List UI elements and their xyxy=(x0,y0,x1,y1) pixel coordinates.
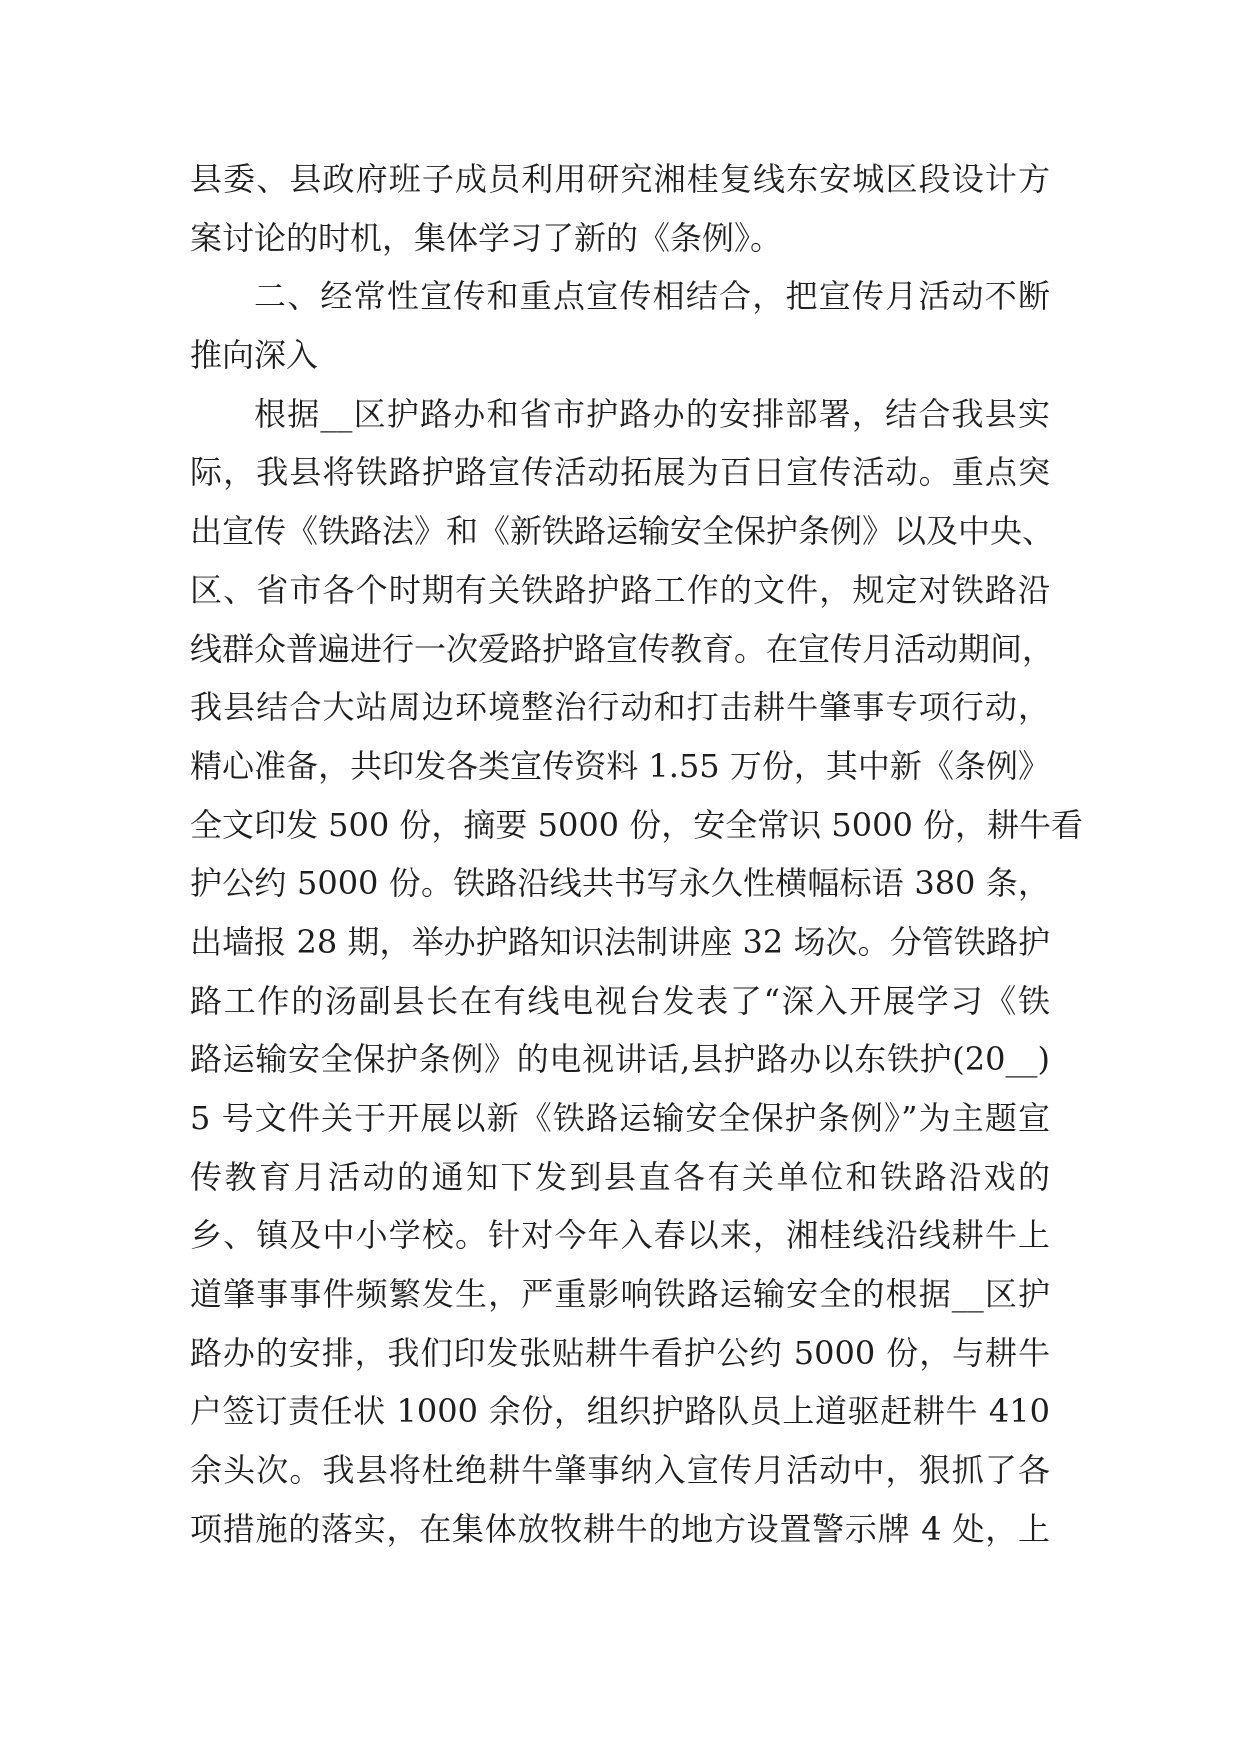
text-line: 乡、镇及中小学校。针对今年入春以来，湘桂线沿线耕牛上 xyxy=(190,1216,1050,1255)
document-body xyxy=(190,150,1083,1559)
section-heading: 二、经常性宣传和重点宣传相结合，把宣传月活动不断 xyxy=(254,277,1050,316)
text-line: 全文印发 500 份，摘要 5000 份，安全常识 5000 份，耕牛看 xyxy=(190,805,1083,844)
text-line: 我县结合大站周边环境整治行动和打击耕牛肇事专项行动， xyxy=(190,688,1050,727)
section-heading-continued: 推向深入 xyxy=(190,336,319,375)
text-line: 出宣传《铁路法》和《新铁路运输安全保护条例》以及中央、 xyxy=(190,512,1055,551)
text-line: 户签订责任状 1000 余份，组织护路队员上道驱赶耕牛 410 xyxy=(190,1392,1050,1431)
text-line: 护公约 5000 份。铁路沿线共书写永久性横幅标语 380 条， xyxy=(190,864,1050,903)
text-line: 传教育月活动的通知下发到县直各有关单位和铁路沿戏的 xyxy=(190,1157,1050,1196)
text-line: 路工作的汤副县长在有线电视台发表了“深入开展学习《铁 xyxy=(190,981,1050,1020)
text-line: 案讨论的时机，集体学习了新的《条例》。 xyxy=(190,218,783,257)
text-line: 路办的安排，我们印发张贴耕牛看护公约 5000 份，与耕牛 xyxy=(190,1333,1050,1372)
text-line: 线群众普遍进行一次爱路护路宣传教育。在宣传月活动期间， xyxy=(190,629,1055,668)
text-line: 5 号文件关于开展以新《铁路运输安全保护条例》”为主题宣 xyxy=(190,1099,1050,1137)
text-line: 余头次。我县将杜绝耕牛肇事纳入宣传月活动中，狠抓了各 xyxy=(190,1451,1050,1490)
text-line: 路运输安全保护条例》的电视讲话,县护路办以东铁护(20__) xyxy=(190,1040,1050,1079)
paragraph-start: 根据__区护路办和省市护路办的安排部署，结合我县实 xyxy=(254,394,1050,433)
text-line: 出墙报 28 期，举办护路知识法制讲座 32 场次。分管铁路护 xyxy=(190,922,1050,961)
text-line: 道肇事事件频繁发生，严重影响铁路运输安全的根据__区护 xyxy=(190,1275,1050,1314)
text-line: 项措施的落实，在集体放牧耕牛的地方设置警示牌 4 处，上 xyxy=(190,1509,1050,1548)
text-line: 县委、县政府班子成员利用研究湘桂复线东安城区段设计方 xyxy=(190,160,1050,198)
text-line: 精心准备，共印发各类宣传资料 1.55 万份，其中新《条例》 xyxy=(190,746,1050,785)
text-line: 区、省市各个时期有关铁路护路工作的文件，规定对铁路沿 xyxy=(190,570,1050,609)
text-line: 际，我县将铁路护路宣传活动拓展为百日宣传活动。重点突 xyxy=(190,453,1050,492)
